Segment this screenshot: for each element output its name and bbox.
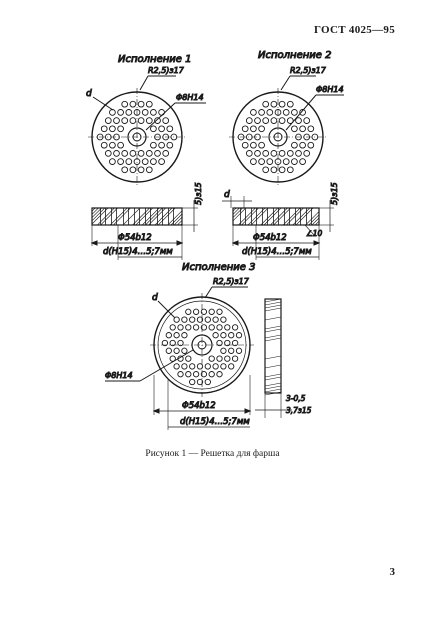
plate-hole: [126, 159, 132, 165]
section-hatch-line: [158, 208, 175, 225]
section-hatch-line: [123, 208, 140, 225]
plate-hole: [213, 333, 218, 338]
section-hatch-line: [265, 305, 281, 308]
plate-hole: [255, 118, 261, 124]
plate-hole: [271, 151, 277, 157]
plate-hole: [146, 167, 152, 173]
plate-hole: [283, 159, 289, 165]
section-hatch-line: [265, 386, 281, 389]
section-hatch-line: [145, 208, 162, 225]
section-hatch-line: [261, 208, 278, 225]
plate-hole: [155, 151, 161, 157]
plate-hole: [209, 325, 214, 330]
plate-hole: [101, 142, 107, 148]
plate-hole: [251, 159, 257, 165]
plate-hole: [182, 348, 187, 353]
variant2-chamfer-label: R2,5)з17: [290, 66, 326, 75]
plate-hole: [167, 126, 173, 132]
section-hatch-line: [113, 208, 130, 225]
document-header: ГОСТ 4025—95: [313, 24, 395, 36]
plate-hole: [159, 142, 165, 148]
plate-hole: [263, 167, 269, 173]
plate-hole: [271, 118, 277, 124]
plate-hole: [279, 151, 285, 157]
section-hatch-line: [286, 208, 303, 225]
plate-hole: [300, 142, 306, 148]
section-hatch-line: [92, 208, 98, 214]
variant2-title: Исполнение 2: [258, 50, 332, 61]
section-hatch-line: [265, 365, 281, 368]
plate-hole: [182, 317, 187, 322]
variant2-plate: [229, 88, 327, 186]
variant3-thickness-label: 3,7з15: [286, 406, 312, 415]
plate-hole: [225, 356, 230, 361]
variant2-angle-label: ∠10: [306, 229, 323, 238]
plate-hole: [130, 118, 136, 124]
plate-hole: [217, 372, 222, 377]
plate-hole: [283, 110, 289, 116]
plate-hole: [151, 110, 157, 116]
plate-hole: [267, 110, 273, 116]
page-number: 3: [389, 566, 395, 578]
plate-hole: [292, 126, 298, 132]
plate-hole: [242, 126, 248, 132]
plate-hole: [118, 110, 124, 116]
plate-hole: [105, 118, 111, 124]
plate-hole: [193, 309, 198, 314]
variant1-hole-label: d: [86, 89, 92, 99]
section-hatch-line: [92, 208, 105, 221]
plate-hole: [182, 333, 187, 338]
plate-hole: [279, 167, 285, 173]
plate-hole: [287, 167, 293, 173]
plate-hole: [170, 325, 175, 330]
plate-hole: [130, 101, 136, 107]
plate-hole: [246, 151, 252, 157]
plate-hole: [186, 325, 191, 330]
plate-hole: [213, 317, 218, 322]
variant1-title: Исполнение 1: [118, 54, 192, 65]
plate-hole: [186, 372, 191, 377]
plate-hole: [217, 356, 222, 361]
plate-hole: [163, 151, 169, 157]
plate-hole: [292, 142, 298, 148]
plate-hole: [118, 126, 124, 132]
plate-hole: [201, 309, 206, 314]
section-hatch-line: [265, 317, 281, 320]
plate-hole: [225, 325, 230, 330]
plate-hole: [146, 118, 152, 124]
plate-hole: [178, 372, 183, 377]
plate-hole: [138, 151, 144, 157]
plate-hole: [263, 118, 269, 124]
plate-hole: [209, 356, 214, 361]
section-hatch-line: [296, 208, 313, 225]
plate-hole: [221, 348, 226, 353]
section-hatch-line: [110, 208, 127, 225]
plate-hole: [110, 159, 116, 165]
section-hatch-line: [283, 208, 300, 225]
section-hatch-line: [265, 356, 281, 359]
plate-hole: [122, 167, 128, 173]
variant3-hole-label: d: [152, 293, 158, 303]
section-hatch-line: [149, 208, 166, 225]
plate-hole: [251, 110, 257, 116]
variant1-chamfer-label: R2,5)з17: [148, 66, 184, 75]
variant3-title: Исполнение 3: [182, 262, 256, 273]
plate-hole: [130, 151, 136, 157]
plate-hole: [279, 101, 285, 107]
plate-hole: [166, 348, 171, 353]
plate-hole: [308, 126, 314, 132]
section-hatch-line: [233, 208, 246, 221]
plate-hole: [296, 118, 302, 124]
variant3-depth-label: 3-0,5: [286, 394, 306, 403]
section-hatch-line: [265, 383, 281, 386]
plate-hole: [142, 110, 148, 116]
section-hatch-line: [251, 208, 268, 225]
plate-hole: [236, 348, 241, 353]
section-hatch-line: [265, 326, 281, 329]
plate-hole: [263, 151, 269, 157]
plate-hole: [242, 142, 248, 148]
plate-hole: [101, 126, 107, 132]
section-hatch-line: [265, 374, 281, 377]
section-hatch-line: [265, 389, 281, 392]
plate-hole: [174, 364, 179, 369]
plate-hole: [259, 142, 265, 148]
section-hatch-line: [265, 308, 281, 311]
plate-hole: [167, 142, 173, 148]
plate-hole: [255, 151, 261, 157]
plate-hole: [110, 142, 116, 148]
section-hatch-line: [265, 377, 281, 380]
plate-hole: [279, 118, 285, 124]
plate-hole: [118, 159, 124, 165]
section-hatch-line: [133, 208, 150, 225]
plate-hole: [193, 372, 198, 377]
plate-hole: [174, 333, 179, 338]
plate-hole: [190, 379, 195, 384]
plate-hole: [205, 364, 210, 369]
variant2-hole-label: d: [224, 190, 230, 200]
plate-hole: [292, 110, 298, 116]
plate-hole: [259, 159, 265, 165]
plate-hole: [221, 333, 226, 338]
plate-hole: [246, 118, 252, 124]
plate-hole: [259, 126, 265, 132]
variant3-diameter-label: Φ54b12: [182, 401, 216, 411]
plate-hole: [174, 348, 179, 353]
plate-hole: [205, 379, 210, 384]
plate-hole: [221, 364, 226, 369]
plate-hole: [110, 110, 116, 116]
plate-hole: [193, 325, 198, 330]
plate-hole: [236, 333, 241, 338]
plate-hole: [213, 364, 218, 369]
plate-hole: [296, 151, 302, 157]
plate-hole: [229, 333, 234, 338]
plate-hole: [271, 167, 277, 173]
plate-hole: [251, 142, 257, 148]
plate-hole: [267, 159, 273, 165]
plate-hole: [110, 126, 116, 132]
plate-hole: [251, 126, 257, 132]
plate-hole: [308, 142, 314, 148]
section-hatch-line: [318, 224, 319, 225]
plate-hole: [186, 356, 191, 361]
plate-hole: [229, 364, 234, 369]
section-hatch-line: [101, 208, 118, 225]
plate-hole: [190, 364, 195, 369]
plate-hole: [126, 110, 132, 116]
variant1-plate: [88, 88, 186, 186]
plate-hole: [166, 333, 171, 338]
plate-hole: [142, 159, 148, 165]
plate-hole: [232, 325, 237, 330]
plate-hole: [221, 317, 226, 322]
plate-hole: [271, 101, 277, 107]
plate-hole: [178, 325, 183, 330]
section-hatch-line: [265, 302, 281, 305]
plate-hole: [118, 142, 124, 148]
plate-hole: [138, 118, 144, 124]
plate-hole: [151, 159, 157, 165]
plate-hole: [182, 364, 187, 369]
plate-hole: [159, 159, 165, 165]
variant1-thickness-label: 5)з15: [194, 182, 203, 205]
plate-hole: [151, 126, 157, 132]
plate-hole: [292, 159, 298, 165]
variant1-center-hole-label: Φ8H14: [176, 93, 204, 102]
figure-caption: Рисунок 1 — Решетка для фарша: [145, 449, 280, 459]
section-hatch-line: [312, 218, 319, 225]
plate-hole: [159, 126, 165, 132]
variant3-center-hole-label: Φ8H14: [105, 371, 133, 380]
plate-hole: [151, 142, 157, 148]
variant3-chamfer-label: R2,5)з17: [213, 277, 249, 286]
section-hatch-line: [265, 329, 281, 332]
plate-hole: [122, 101, 128, 107]
plate-hole: [259, 110, 265, 116]
plate-hole: [300, 159, 306, 165]
plate-hole: [146, 151, 152, 157]
plate-hole: [122, 151, 128, 157]
plate-hole: [263, 101, 269, 107]
section-hatch-line: [174, 217, 182, 225]
plate-hole: [287, 101, 293, 107]
section-hatch-line: [274, 208, 291, 225]
section-hatch-line: [265, 338, 281, 341]
plate-hole: [205, 317, 210, 322]
section-hatch-line: [171, 214, 182, 225]
plate-hole: [190, 317, 195, 322]
section-hatch-line: [233, 208, 239, 214]
plate-hole: [197, 364, 202, 369]
plate-hole: [138, 167, 144, 173]
plate-hole: [130, 167, 136, 173]
plate-hole: [122, 118, 128, 124]
plate-hole: [209, 372, 214, 377]
section-hatch-line: [265, 335, 281, 338]
variant2-diameter-label: Φ54b12: [253, 233, 287, 243]
variant1-hole-dim-label: d(H15)4…5;7мм: [103, 247, 173, 257]
plate-hole: [300, 126, 306, 132]
plate-hole: [217, 309, 222, 314]
plate-hole: [304, 118, 310, 124]
plate-hole: [304, 151, 310, 157]
plate-hole: [287, 151, 293, 157]
variant2-hole-dim-label: d(H15)4…5;7мм: [242, 247, 312, 257]
plate-hole: [114, 151, 120, 157]
plate-hole: [138, 101, 144, 107]
variant3-hole-dim-label: d(H15)4…5;7мм: [180, 417, 250, 427]
plate-hole: [209, 309, 214, 314]
plate-hole: [229, 348, 234, 353]
plate-hole: [163, 118, 169, 124]
plate-hole: [232, 356, 237, 361]
variant2-thickness-label: 5)з15: [330, 182, 339, 205]
plate-hole: [114, 118, 120, 124]
plate-hole: [217, 325, 222, 330]
plate-hole: [146, 101, 152, 107]
variant1-diameter-label: Φ54b12: [118, 233, 152, 243]
plate-hole: [105, 151, 111, 157]
plate-hole: [186, 309, 191, 314]
variant2-center-hole-label: Φ8H14: [316, 85, 344, 94]
plate-hole: [159, 110, 165, 116]
